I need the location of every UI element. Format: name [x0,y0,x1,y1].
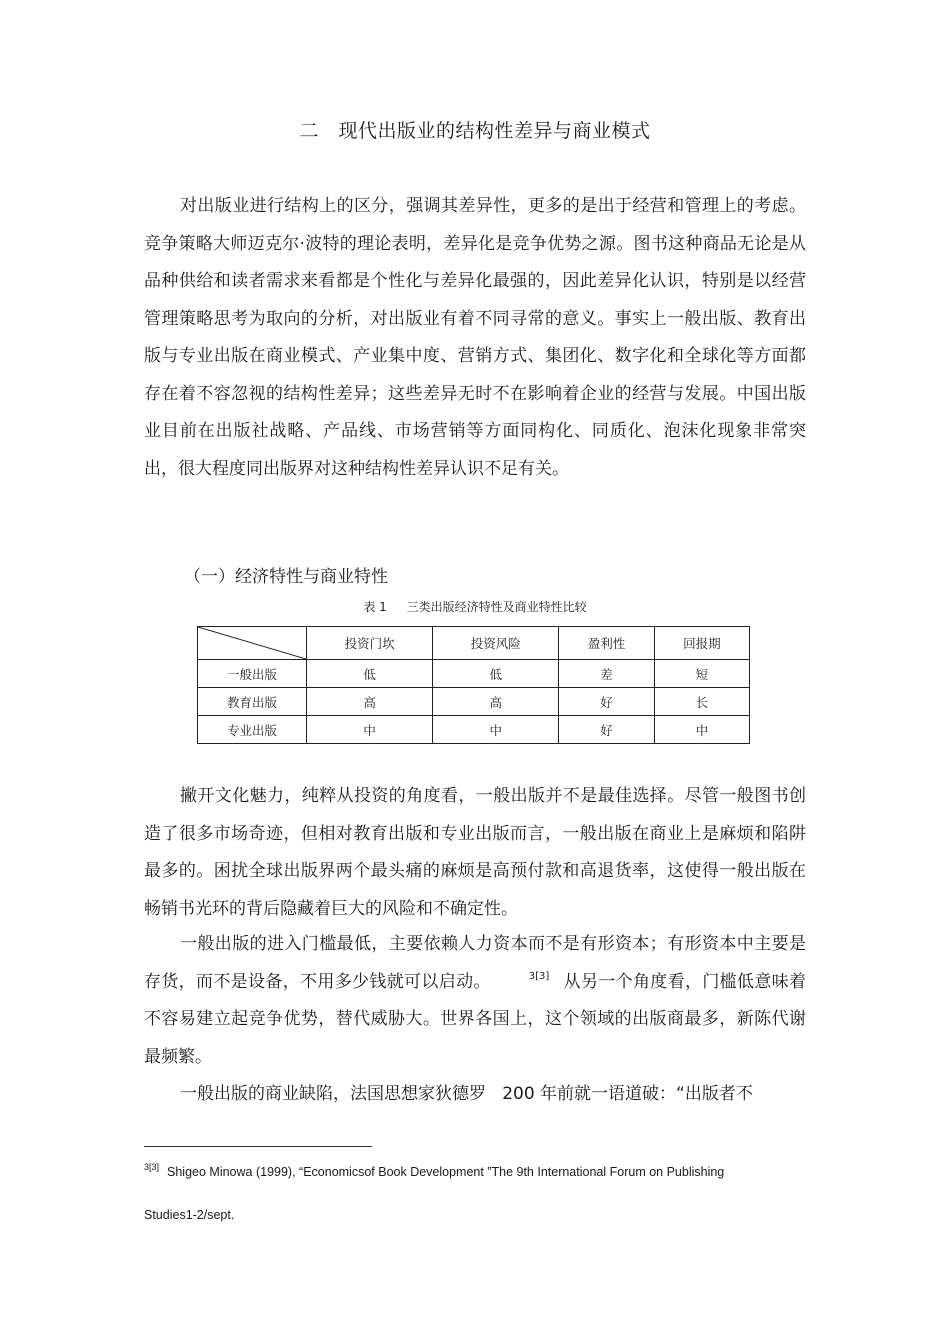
footnote-reference[interactable]: 3[3] [528,970,550,982]
column-header: 投资门坎 [307,627,433,660]
section-heading: 二 现代出版业的结构性差异与商业模式 [299,120,651,142]
table-cell: 长 [654,688,749,716]
diagonal-header-cell [198,627,307,660]
table-caption [0,598,950,615]
table-cell: 差 [559,660,654,688]
table-cell: 高 [307,688,433,716]
footnote-citation: Shigeo Minowa (1999), “Economicsof Book Development ”The 9th International Forum on Publishing [167,1165,725,1179]
paragraph-diderot: 一般出版的商业缺陷，法国思想家狄德罗 200 年前就一语道破：“出版者不 [180,1084,753,1104]
table-title: 三类出版经济特性及商业特性比较 [406,600,587,614]
paragraph-investment: 撇开文化魅力，纯粹从投资的角度看，一般出版并不是最佳选择。尽管一般图书创造了很多市场奇迹，但相对教育出版和专业出版而言，一般出版在商业上是麻烦和陷阱最多的。困扰全球出版界两个最头痛的麻烦是高预付款和高退货率，这使得一般出版在畅销书光环的背后隐藏着巨大的风险和不确定性。 [144,786,806,919]
table-cell: 好 [559,716,654,744]
column-header: 盈利性 [559,627,654,660]
table-cell: 低 [433,660,559,688]
column-header: 投资风险 [433,627,559,660]
footnote-divider [144,1146,372,1147]
paragraph-entry-barrier-part2: 从另一个角度看，门槛低意味着不容易建立起竞争优势，替代威胁大。世界各国上，这个领域的出版商最多，新陈代谢最频繁。 [144,971,807,1067]
footnote-line-2: Studies1-2/sept. [144,1208,235,1222]
table-cell: 高 [433,688,559,716]
table-cell: 中 [307,716,433,744]
table-cell: 中 [654,716,749,744]
table-cell: 短 [654,660,749,688]
row-label: 教育出版 [198,688,307,716]
paragraph-intro: 对出版业进行结构上的区分，强调其差异性，更多的是出于经营和管理上的考虑。竞争策略大师迈克尔·波特的理论表明，差异化是竞争优势之源。图书这种商品无论是从品种供给和读者需求来看都是个性化与差异化最强的，因此差异化认识，特别是以经营管理策略思考为取向的分析，对出版业有着不同寻常的意义。事实上一般出版、教育出版与专业出版在商业模式、产业集中度、营销方式、集团化、数字化和全球化等方面都存在着不容忽视的结构性差异；这些差异无时不在影响着企业的经营与发展。中国出版业目前在出版社战略、产品线、市场营销等方面同构化、同质化、泡沫化现象非常突出，很大程度同出版界对这种结构性差异认识不足有关。 [144,196,806,479]
table-number: 表 1 [363,600,387,614]
paragraph-entry-barrier [144,926,806,1076]
comparison-table [197,626,750,744]
row-label: 专业出版 [198,716,307,744]
column-header: 回报期 [654,627,749,660]
table-cell: 好 [559,688,654,716]
table-row [198,660,750,688]
paragraph-entry-barrier-part1: 一般出版的进入门槛最低，主要依赖人力资本而不是有形资本；有形资本中主要是存货，而不是设备，不用多少钱就可以启动。 [144,934,806,992]
diagonal-line [198,627,306,659]
table-row [198,688,750,716]
footnote-line-1 [144,1162,804,1179]
table-row [198,716,750,744]
table-cell: 低 [307,660,433,688]
row-label: 一般出版 [198,660,307,688]
table-cell: 中 [433,716,559,744]
footnote-mark: 3[3] [144,1162,160,1172]
table-header-row [198,627,750,660]
subsection-heading: （一）经济特性与商业特性 [184,567,388,587]
